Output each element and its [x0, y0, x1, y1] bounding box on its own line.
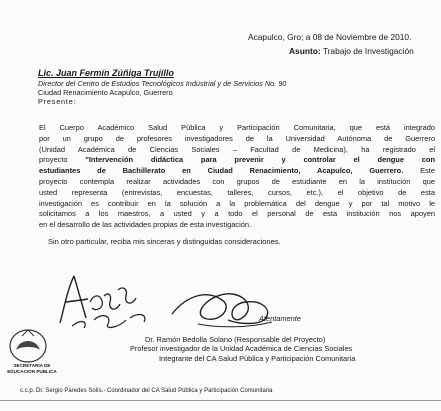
body-line: investigación es contribuir en la solución a la problemática del dengue y por tal motivo le	[39, 198, 435, 208]
body-line: proyecto contempla realizar actividades con grupos de estudiante en la institución que	[39, 176, 435, 186]
signature-scribble	[168, 284, 278, 330]
bottom-divider	[0, 400, 441, 401]
body-line	[39, 155, 435, 166]
subject-value: Trabajo de Investigación	[322, 46, 414, 56]
seal-line-1: SECRETARIA DE	[13, 363, 51, 368]
body-line: usted representa (entrevistas, encuestas, talleres, cursos, etc.), el objetivo de esta	[39, 187, 435, 197]
carbon-copy-line: c.c.p. Dr. Sergio Paredes Solís.- Coordinador del CA Salud Pública y Participación Comunitaria	[20, 388, 273, 394]
greeting: Presente:	[38, 97, 77, 106]
body-line	[39, 166, 435, 177]
body-text: Este	[420, 166, 435, 176]
signature-block	[112, 335, 355, 363]
body-line: en el desarrollo de las actividades propias de esta investigación.	[39, 220, 252, 230]
seal-line-2: EDUCACION PUBLICA	[7, 369, 57, 374]
body-line: por un grupo de profesores investigadores de la Universidad Autónoma de Guerrero	[39, 133, 435, 143]
body-text: proyecto	[39, 155, 68, 165]
addressee-title: Director del Centro de Estudios Tecnológicos Industrial y de Servicios No. 90	[38, 79, 287, 88]
letter-date: Acapulco, Gro; a 08 de Noviembre de 2010.	[248, 32, 412, 42]
signer-name: Dr. Ramón Bedolla Solano (Responsable del Proyecto)	[145, 335, 326, 344]
project-title-cont: estudiantes de Bachillerato en Ciudad Renacimiento, Acapulco, Guerrero.	[39, 166, 404, 176]
project-title: "Intervención didáctica para prevenir y controlar el dengue con	[85, 155, 435, 165]
addressee-name: Lic. Juan Fermín Zúñiga Trujillo	[38, 68, 174, 78]
body-line: solicitamos a los maestros, a usted y a todo el personal de esta institución nos apoyen	[39, 209, 435, 219]
body-line: El Cuerpo Académico Salud Pública y Participación Comunitaria, que está integrado	[39, 123, 435, 132]
body-paragraph	[39, 123, 435, 231]
closing-line: Sin otro particular, reciba mis sinceras y distinguidas consideraciones.	[48, 237, 281, 246]
addressee-city: Ciudad Renacimiento Acapulco, Guerrero	[38, 88, 173, 97]
body-line: (Unidad Académica de Ciencias Sociales – Facultad de Medicina), ha registrado el	[39, 144, 435, 154]
signer-role: Profesor investigador de la Unidad Académica de Ciencias Sociales	[130, 344, 353, 354]
subject-line	[289, 46, 414, 56]
handwritten-received-mark	[52, 268, 162, 330]
signer-membership: Integrante del CA Salud Pública y Participación Comunitaria	[159, 353, 356, 363]
subject-label: Asunto:	[289, 46, 321, 56]
attentamente-label: Atentamente	[259, 314, 301, 323]
